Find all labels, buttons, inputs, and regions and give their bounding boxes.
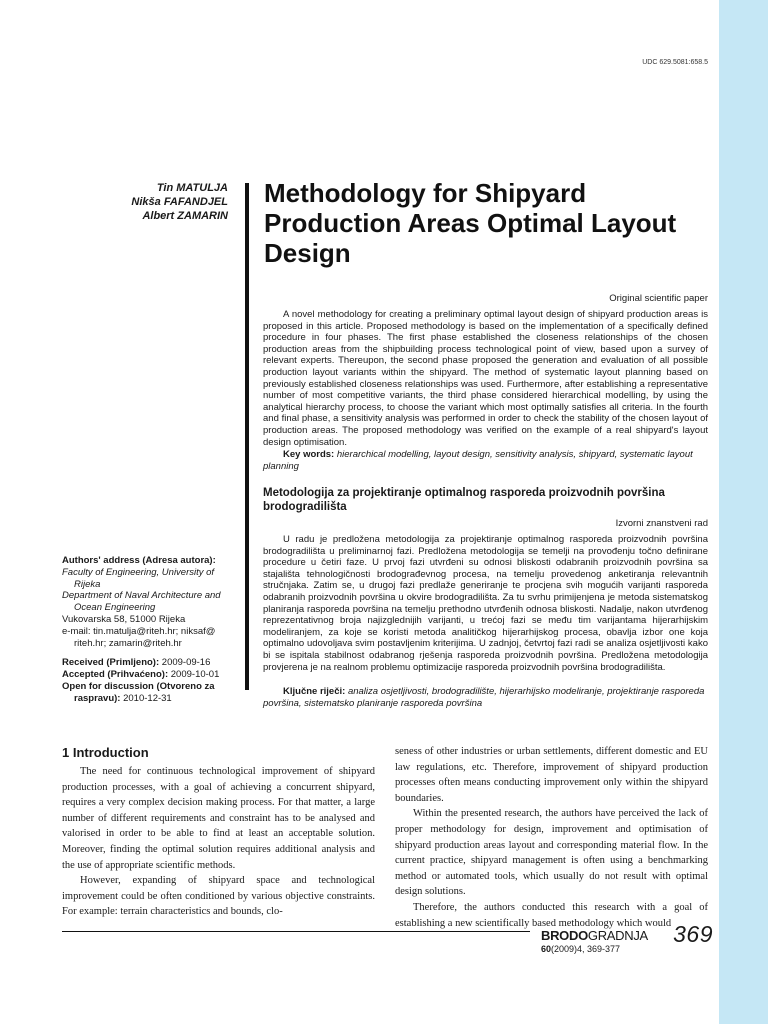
authors-address-block bbox=[62, 555, 237, 705]
email-line: riteh.hr; zamarin@riteh.hr bbox=[74, 637, 182, 649]
address-line: Ocean Engineering bbox=[74, 602, 156, 614]
side-color-strip bbox=[719, 0, 768, 1024]
journal-issue: 60(2009)4, 369-377 bbox=[541, 944, 621, 954]
body-paragraph: Therefore, the authors conducted this research with a goal of establishing a new scientifically based methodology which would bbox=[395, 901, 708, 929]
author-name: Albert ZAMARIN bbox=[142, 210, 228, 222]
address-line: Faculty of Engineering, University of bbox=[62, 566, 215, 578]
croatian-paper-type: Izvorni znanstveni rad bbox=[615, 518, 708, 529]
body-paragraph: The need for continuous technological improvement of shipyard production processes, with a goal of achieving a concurrent shipyard, requires a very complex decision making process. For that matter, a large number of different requirements and constraint has to be analysed and valorised in order to be able to find at least an acceptable solution. Moreover, finding the optimal solution requires additional analysis and the use of appropriate scientific methods. bbox=[62, 766, 375, 871]
discussion-label: Open for discussion (Otvoreno za bbox=[62, 680, 215, 692]
croatian-keywords bbox=[263, 686, 708, 709]
english-abstract: A novel methodology for creating a preliminary optimal layout design of shipyard production areas is proposed in this article. Proposed methodology is based on the implementation of a specifically defined procedure in four phases. The first phase established the closeness relationships of the chosen production areas from the shipbuilding process technological point of view, based upon a survey of relevant experts. Thereupon, the second phase proposed the generation and evaluation of all possible production layout variants within the shipyard. The method of systematic layout planning based on previously established closeness relationships was used. Furthermore, after establishing a representative number of most competitive variants, the third phase considered hierarchical modelling, by using the analytical hierarchy process, to choose the variant which most optimally satisfies all criteria. In the fourth and final phase, a sensitivity analysis was performed in order to check the stability of the chosen layout of production areas. The proposed methodology was verified on the example of a real shipyard's layout design optimisation. bbox=[263, 309, 708, 448]
discussion-date: raspravu): 2010-12-31 bbox=[74, 692, 172, 704]
croatian-title: Metodologija za projektiranje optimalnog rasporeda proizvodnih površina brodogradilišta bbox=[263, 487, 665, 513]
address-line: Department of Naval Architecture and bbox=[62, 590, 221, 602]
address-line: Rijeka bbox=[74, 578, 101, 590]
keywords-text: hierarchical modelling, layout design, sensitivity analysis, shipyard, systematic layout planning bbox=[263, 449, 693, 472]
author-name: Tin MATULJA bbox=[156, 182, 228, 194]
paper-title: Methodology for Shipyard Production Areas Optimal Layout Design bbox=[264, 178, 677, 268]
footer-rule bbox=[62, 931, 530, 932]
english-keywords bbox=[263, 449, 708, 472]
croatian-keywords-label: Ključne riječi: bbox=[283, 686, 346, 697]
body-paragraph: However, expanding of shipyard space and technological improvement could be often conditioned by various objective constraints. For example: terrain characteristics and bounds, clo- bbox=[62, 875, 375, 918]
croatian-abstract: U radu je predložena metodologija za projektiranje optimalnog rasporeda proizvodnih površina brodogradilišta u preliminarnoj fazi. Predložena metodologija se temelji na provođenju točno definirane procedure u četiri faze. U prvoj fazi utvrđeni su odnosi bliskosti odabranih proizvodnih površina sa stajališta tehnologičnosti brodograđevnog procesa, na temelju provedenog anketiranja relevantnih stručnjaka. Zatim se, u drugoj fazi predlaže generiranje te procjena svih mogućih varijanti rasporeda odabranih proizvodnih površina u okvire brodogradilišta. Za tu svrhu primijenjena je metoda sistematskog planiranja rasporeda površina na temelju prethodno utvrđenih odnosa bliskosti. Nadalje, nakon utvrđenog reprezentativnog broja najizglednijih varijanti, u trećoj fazi se među tim varijantama hijerarhijskim modeliranjem, za koje se koristi metoda analitičkog hijerarhijskog procesa, obavlja izbor one koja optimalno udovoljava svim postavljenim kriterijima. U zadnjoj, četvrtoj fazi radi se analiza osjetljivosti kako bi se ispitala stabilnost odabranog rješenja rasporeda proizvodnih površina. Predložena metodologija provjerena je na realnom problemu optimizacije rasporeda proizvodnih površina brodogradilišta. bbox=[263, 534, 708, 673]
keywords-label: Key words: bbox=[283, 449, 335, 460]
section-heading: 1 Introduction bbox=[62, 745, 149, 760]
journal-logo: BRODOGRADNJA bbox=[541, 928, 648, 943]
body-paragraph: seness of other industries or urban settlements, different domestic and EU law regulations, etc. Therefore, improvement of shipyard production processes often means conducting improvement only within the shipyard boundaries. bbox=[395, 746, 708, 804]
vertical-rule bbox=[245, 183, 249, 690]
paper-type: Original scientific paper bbox=[609, 293, 708, 304]
address-label: Authors' address (Adresa autora): bbox=[62, 555, 216, 566]
received-date: Received (Primljeno): 2009-09-16 bbox=[62, 657, 211, 669]
body-column-right bbox=[395, 744, 708, 931]
author-name: Nikša FAFANDJEL bbox=[131, 196, 228, 208]
body-paragraph: Within the presented research, the authors have perceived the lack of proper methodology for design, improvement and optimisation of shipyard production areas layout and corresponding material flow. In the current practice, shipyard management is often using a benchmarking method or automated tools, which usually do not result with optimal design solutions. bbox=[395, 808, 708, 898]
accepted-date: Accepted (Prihvaćeno): 2009-10-01 bbox=[62, 669, 220, 681]
author-list bbox=[100, 181, 228, 223]
udc-code: UDC 629.5081:658.5 bbox=[642, 59, 708, 66]
email-line: e-mail: tin.matulja@riteh.hr; niksaf@ bbox=[62, 625, 216, 637]
body-column-left bbox=[62, 744, 375, 920]
croatian-keywords-text: analiza osjetljivosti, brodogradilište, hijerarhijsko modeliranje, projektiranje rasporeda površina, sistematsko planiranje rasporeda površina bbox=[263, 686, 705, 709]
page-number: 369 bbox=[673, 921, 713, 947]
address-line: Vukovarska 58, 51000 Rijeka bbox=[62, 613, 186, 625]
